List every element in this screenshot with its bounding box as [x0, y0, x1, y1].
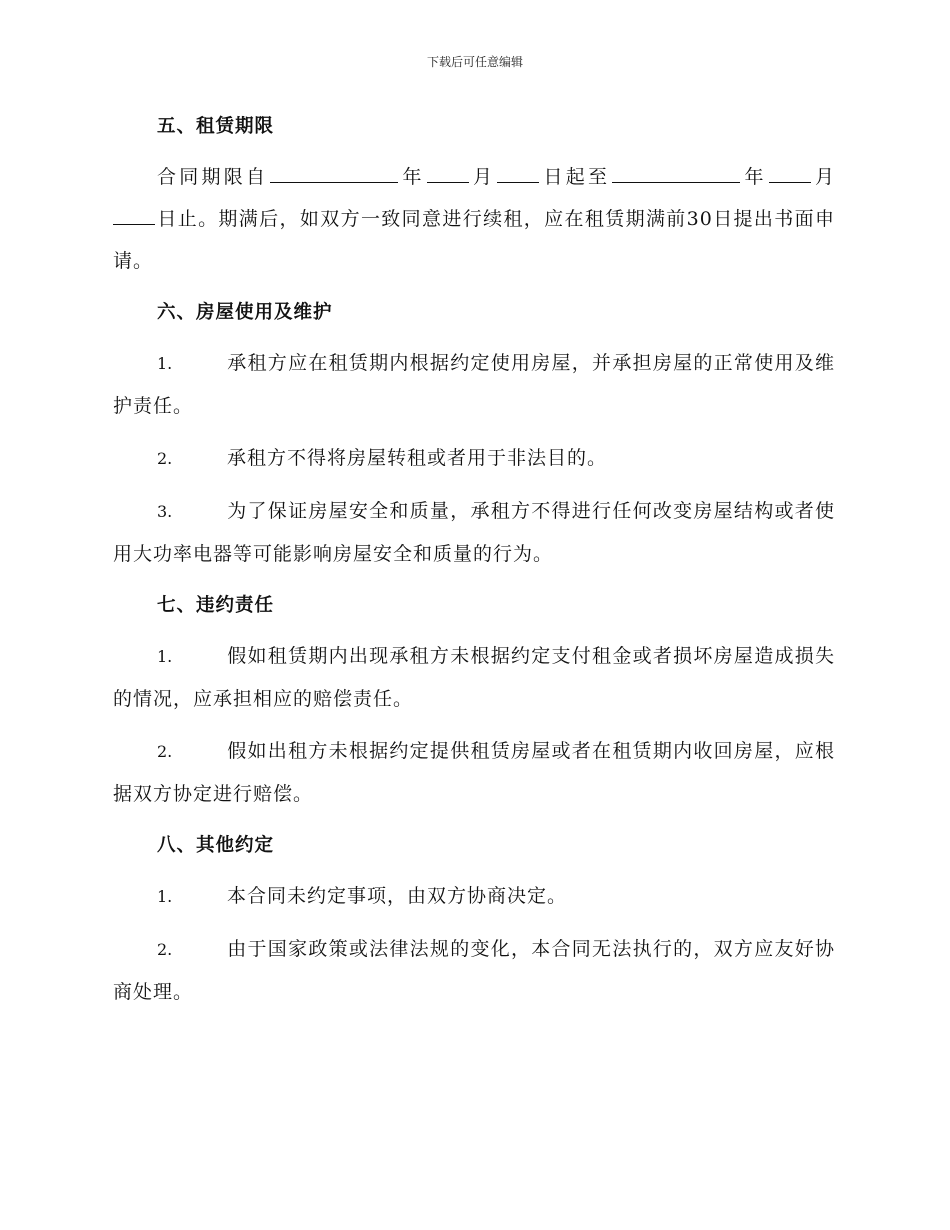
- item-text: 为了保证房屋安全和质量，承租方不得进行任何改变房屋结构或者使用大功率电器等可能影响房屋安全和质量的行为。: [113, 500, 835, 565]
- end-year-label: 年: [742, 166, 767, 188]
- term-end-text: 日止。期满后，如双方一致同意进行续租，应在租赁期满前30日提出书面申请。: [113, 208, 835, 272]
- item-text: 假如租赁期内出现承租方未根据约定支付租金或者损坏房屋造成损失的情况，应承担相应的赔偿责任。: [113, 645, 835, 710]
- item-number: 1.: [157, 647, 173, 666]
- item-number: 1.: [157, 887, 173, 906]
- end-month-blank: [769, 181, 811, 183]
- item-number: 2.: [157, 742, 173, 761]
- item-number: 1.: [157, 354, 173, 373]
- item-text: 承租方不得将房屋转租或者用于非法目的。: [227, 447, 608, 469]
- end-year-blank: [612, 181, 740, 183]
- term-lead-text: 合同期限自: [157, 166, 269, 188]
- month-label: 月: [470, 166, 496, 188]
- list-item: [113, 635, 835, 720]
- list-item: [113, 875, 835, 918]
- day-from-label: 日起至: [541, 166, 611, 188]
- list-item: [113, 342, 835, 427]
- list-item: [113, 730, 835, 815]
- item-number: 2.: [157, 449, 173, 468]
- start-month-blank: [427, 181, 469, 183]
- section-heading-lease-term: 五、租赁期限: [157, 116, 275, 137]
- section-heading-other: 八、其他约定: [157, 835, 275, 856]
- list-item: [113, 490, 835, 575]
- start-day-blank: [497, 181, 539, 183]
- lease-term-paragraph: [113, 156, 835, 282]
- item-text: 承租方应在租赁期内根据约定使用房屋，并承担房屋的正常使用及维护责任。: [113, 352, 835, 417]
- section-heading-liability: 七、违约责任: [157, 595, 275, 616]
- end-month-label: 月: [812, 166, 835, 188]
- document-body: [113, 106, 835, 1023]
- item-text: 假如出租方未根据约定提供租赁房屋或者在租赁期内收回房屋，应根据双方协定进行赔偿。: [113, 740, 835, 805]
- year-label: 年: [400, 166, 425, 188]
- end-day-blank: [113, 223, 155, 225]
- item-number: 2.: [157, 940, 173, 959]
- item-text: 本合同未约定事项，由双方协商决定。: [227, 885, 568, 907]
- section-heading-use-maintenance: 六、房屋使用及维护: [157, 302, 333, 323]
- list-item: [113, 928, 835, 1013]
- item-text: 由于国家政策或法律法规的变化，本合同无法执行的，双方应友好协商处理。: [113, 938, 835, 1003]
- start-year-blank: [270, 181, 398, 183]
- list-item: [113, 437, 835, 480]
- page-header: 下载后可任意编辑: [426, 55, 523, 69]
- item-number: 3.: [157, 502, 173, 521]
